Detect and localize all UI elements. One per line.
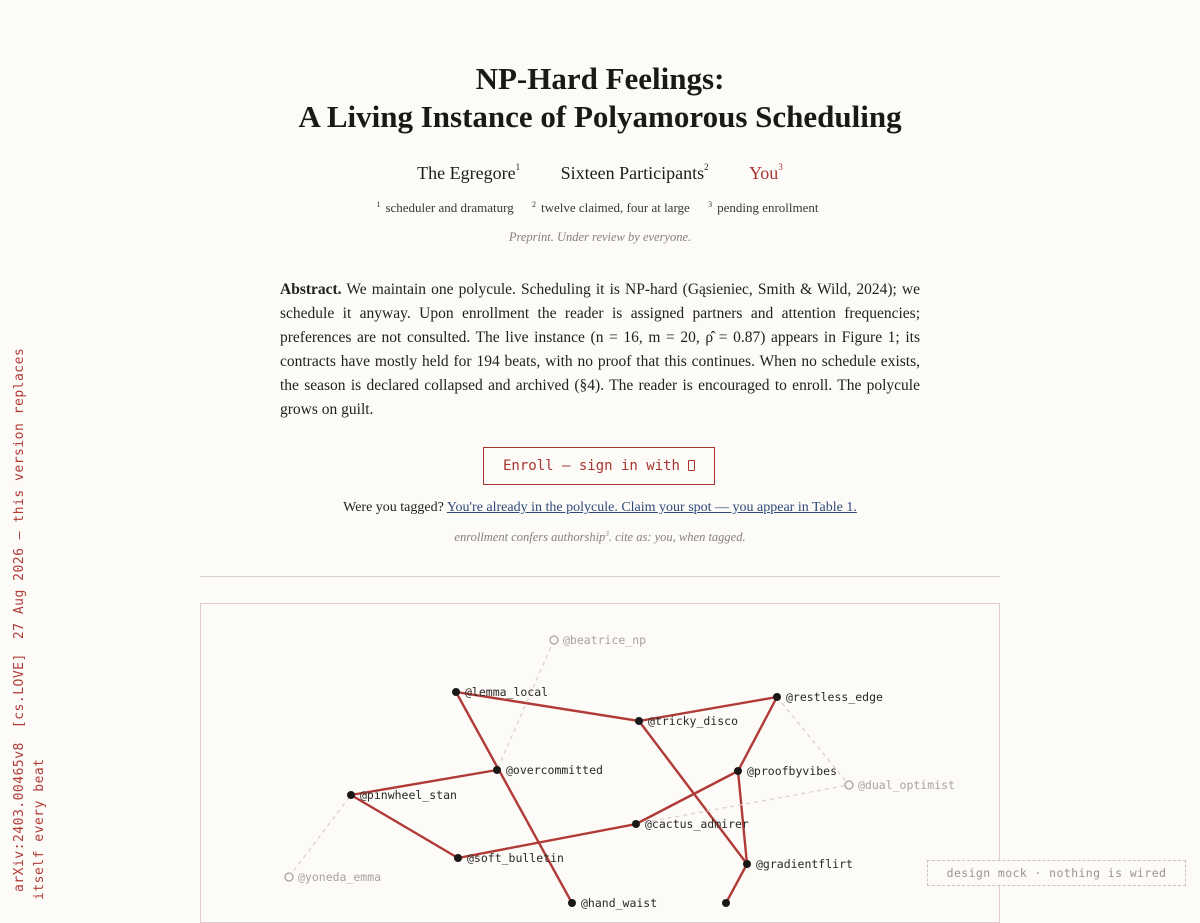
- author-name: The Egregore: [417, 163, 516, 183]
- affiliation-mark: 2: [531, 200, 536, 209]
- title-line-2: A Living Instance of Polyamorous Scheduling: [298, 99, 902, 134]
- node-label: @hand_waist: [581, 896, 658, 910]
- contract-edge: [456, 692, 572, 903]
- author-mark: 2: [704, 162, 709, 172]
- arxiv-category: [cs.LOVE]: [12, 653, 27, 729]
- node-label: @soft_bulletin: [467, 851, 564, 865]
- graph-node[interactable]: [635, 717, 643, 725]
- arxiv-date-note: 27 Aug 2026 — this version replaces: [12, 347, 27, 640]
- node-label: @cactus_admirer: [645, 817, 749, 831]
- author-mark: 3: [778, 162, 783, 172]
- node-label: @lemma_local: [465, 685, 549, 699]
- graph-node[interactable]: [452, 688, 460, 696]
- abstract-label: Abstract.: [280, 281, 342, 298]
- title-line-1: NP-Hard Feelings:: [475, 61, 725, 96]
- node-label: @pinwheel_stan: [360, 788, 457, 802]
- cite-note-mark: 3: [605, 530, 609, 538]
- author-name: Sixteen Participants: [560, 163, 705, 183]
- affiliation-text: twelve claimed, four at large: [540, 200, 690, 215]
- graph-node[interactable]: [454, 854, 462, 862]
- node-label: @beatrice_np: [563, 633, 647, 647]
- affiliation-mark: 3: [708, 200, 713, 209]
- claim-spot-link[interactable]: You're already in the polycule. Claim your spot — you appear in Table 1.: [446, 500, 857, 515]
- node-label: @yoneda_emma: [298, 870, 382, 884]
- graph-node[interactable]: [632, 820, 640, 828]
- cite-note-text: enrollment confers authorship: [454, 530, 606, 544]
- arxiv-stamp-line2: itself every beat: [32, 758, 47, 900]
- graph-node[interactable]: [568, 899, 576, 907]
- abstract-text: We maintain one polycule. Scheduling it is NP-hard (Gąsieniec, Smith & Wild, 2024); we schedule it anyway. Upon enrollment the reader is assigned partners and attention frequencies; preferences are not consulted. The live instance (n = 16, m = 20, ρ̂ = 0.87) appears in Figure 1; its contracts have mostly held for 194 beats, with no proof that this continues. When no schedule exists, the season is declared collapsed and archived (§4). The reader is encouraged to enroll. The polycule grows on guilt.: [280, 281, 920, 418]
- preprint-status: Preprint. Under review by everyone.: [508, 230, 692, 244]
- node-label: @gradientflirt: [756, 857, 853, 871]
- node-label: @restless_edge: [786, 690, 883, 704]
- contract-edge: [726, 864, 747, 903]
- graph-node[interactable]: [845, 781, 853, 789]
- author-mark: 1: [515, 162, 521, 172]
- graph-node[interactable]: [773, 693, 781, 701]
- affiliation-mark: 1: [376, 200, 381, 209]
- author-name: You: [749, 163, 779, 183]
- pending-edge: [289, 795, 351, 877]
- node-label: @tricky_disco: [648, 714, 739, 728]
- node-label: @proofbyvibes: [747, 764, 838, 778]
- tagged-prompt: Were you tagged?: [343, 500, 444, 515]
- graph-node[interactable]: [285, 873, 293, 881]
- affiliation-text: scheduler and dramaturg: [385, 200, 514, 215]
- affiliation-text: pending enrollment: [717, 200, 819, 215]
- graph-node[interactable]: [734, 767, 742, 775]
- graph-node[interactable]: [722, 899, 730, 907]
- graph-node[interactable]: [493, 766, 501, 774]
- graph-node[interactable]: [743, 860, 751, 868]
- cite-note-text-after: . cite as: you, when tagged.: [608, 530, 746, 544]
- arxiv-id: arXiv:2403.00465v8: [12, 742, 27, 892]
- graph-node[interactable]: [347, 791, 355, 799]
- node-label: @overcommitted: [506, 763, 603, 777]
- contract-edge: [738, 697, 777, 771]
- contract-edge: [639, 721, 747, 864]
- enroll-button-label: Enroll — sign in with: [502, 458, 680, 474]
- design-mock-badge: design mock · nothing is wired: [927, 860, 1186, 886]
- contract-edge: [351, 795, 458, 858]
- graph-node[interactable]: [550, 636, 558, 644]
- node-label: @dual_optimist: [858, 778, 955, 792]
